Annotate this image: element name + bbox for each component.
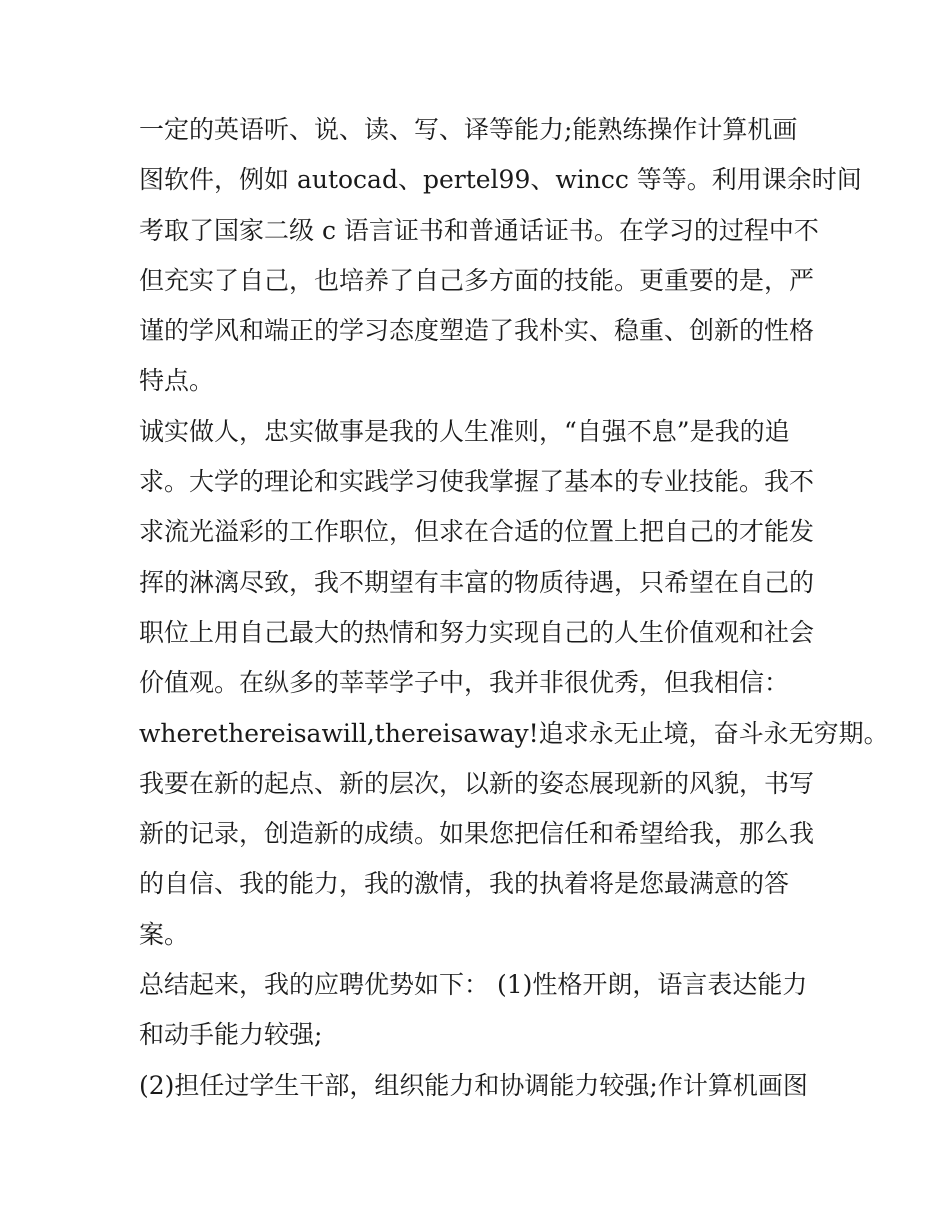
text-line: 考取了国家二级 c 语言证书和普通话证书。在学习的过程中不: [139, 216, 819, 245]
text-line: 谨的学风和端正的学习态度塑造了我朴实、稳重、创新的性格: [139, 316, 815, 345]
text-line: 总结起来，我的应聘优势如下： (1)性格开朗，语言表达能力: [139, 970, 808, 999]
text-line: 和动手能力较强;: [139, 1020, 323, 1049]
text-line: 价值观。在纵多的莘莘学子中，我并非很优秀，但我相信：: [139, 668, 790, 697]
text-line: (2)担任过学生干部，组织能力和协调能力较强;作计算机画图: [139, 1071, 808, 1100]
text-line: wherethereisawill,thereisaway!追求永无止境，奋斗永无穷期。: [139, 719, 889, 748]
text-line: 我要在新的起点、新的层次，以新的姿态展现新的风貌，书写: [139, 769, 815, 798]
text-line: 的自信、我的能力，我的激情，我的执着将是您最满意的答: [139, 869, 790, 898]
text-line: 职位上用自己最大的热情和努力实现自己的人生价值观和社会: [139, 618, 815, 647]
text-line: 图软件，例如 autocad、pertel99、wincc 等等。利用课余时间: [139, 165, 862, 194]
text-line: 诚实做人，忠实做事是我的人生准则，“自强不息”是我的追: [139, 417, 790, 446]
text-line: 但充实了自己，也培养了自己多方面的技能。更重要的是，严: [139, 266, 815, 295]
text-line: 案。: [139, 920, 190, 949]
text-line: 特点。: [139, 366, 215, 395]
text-line: 一定的英语听、说、读、写、译等能力;能熟练操作计算机画: [139, 115, 798, 144]
text-line: 求流光溢彩的工作职位，但求在合适的位置上把自己的才能发: [139, 517, 815, 546]
text-line: 求。大学的理论和实践学习使我掌握了基本的专业技能。我不: [139, 467, 815, 496]
text-line: 新的记录，创造新的成绩。如果您把信任和希望给我，那么我: [139, 819, 815, 848]
text-line: 挥的淋漓尽致，我不期望有丰富的物质待遇，只希望在自己的: [139, 568, 815, 597]
